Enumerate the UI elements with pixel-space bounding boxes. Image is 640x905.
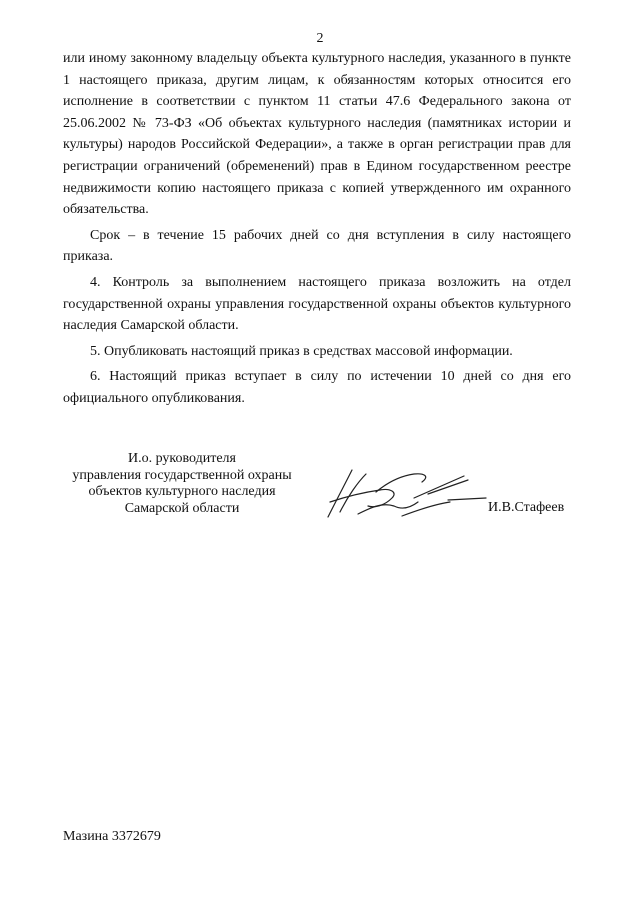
position-line: объектов культурного наследия <box>88 484 276 499</box>
document-body <box>63 48 571 410</box>
position-line: Самарской области <box>124 500 240 516</box>
handwritten-signature <box>318 462 488 524</box>
signer-name: И.В.Стафеев <box>488 500 565 515</box>
executor-note: Мазина 3372679 <box>63 829 161 844</box>
position-line: управления государственной охраны <box>72 467 292 483</box>
paragraph-item-5: 5. Опубликовать настоящий приказ в средствах массовой информации. <box>90 343 513 359</box>
signature-position <box>55 451 309 517</box>
paragraph-item-4: 4. Контроль за выполнением настоящего приказа возложить на отдел государственной охраны управления государственной охраны объектов культурного наследия Самарской области. <box>63 274 571 334</box>
position-line: И.о. руководителя <box>127 451 236 466</box>
paragraph-continuation: или иному законному владельцу объекта культурного наследия, указанного в пункте 1 настоящего приказа, другим лицам, к обязанностям которых относится его исполнение в соответствии с пунктом 11 статьи 47.6 Федерального закона от 25.06.2002 № 73-ФЗ «Об объектах культурного наследия (памятниках истории и культуры) народов Российской Федерации», а также в орган регистрации прав для регистрации ограничений (обременений) прав в Едином государственном реестре недвижимости копию настоящего приказа с копией утвержденного им охранного обязательства. <box>63 51 571 218</box>
paragraph-deadline: Срок – в течение 15 рабочих дней со дня вступления в силу настоящего приказа. <box>63 227 571 265</box>
page-number: 2 <box>316 31 324 46</box>
paragraph-item-6: 6. Настоящий приказ вступает в силу по истечении 10 дней со дня его официального опубликования. <box>63 369 571 406</box>
